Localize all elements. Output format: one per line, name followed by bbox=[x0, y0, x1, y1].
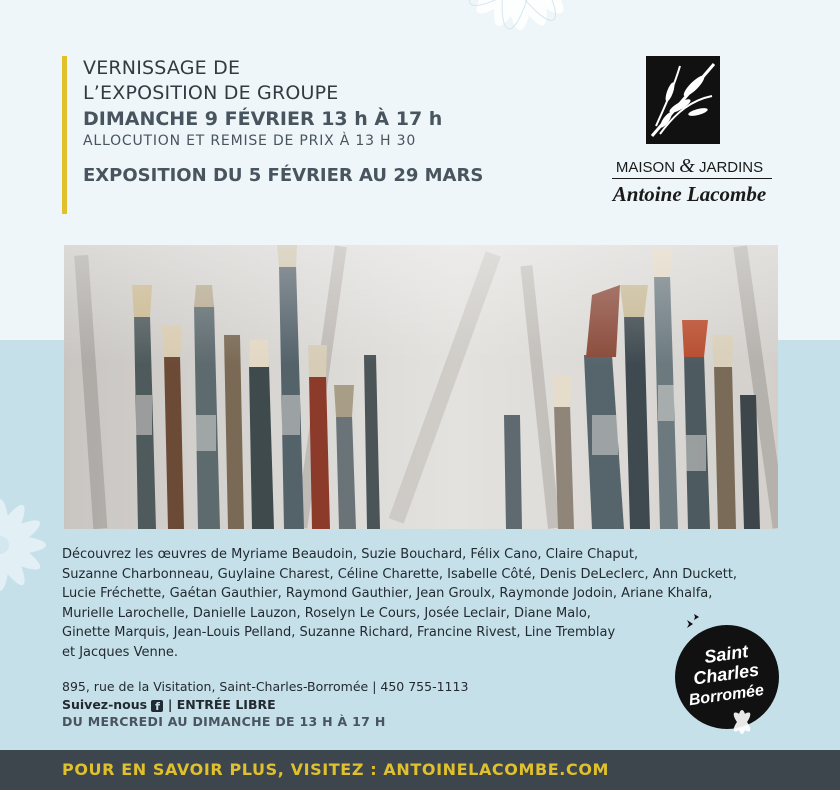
website-link[interactable]: POUR EN SAVOIR PLUS, VISITEZ : ANTOINELACOMBE.COM bbox=[62, 760, 610, 779]
practical-info bbox=[62, 678, 662, 731]
paint-brushes-photo bbox=[64, 245, 778, 529]
logo-name-left: MAISON bbox=[615, 159, 676, 176]
artist-line: Suzanne Charbonneau, Guylaine Charest, Céline Charette, Isabelle Côté, Denis DeLeclerc, Ann Duckett, bbox=[62, 566, 738, 582]
logo-divider bbox=[612, 178, 772, 179]
footer-bar bbox=[0, 750, 840, 790]
entry-label: | ENTRÉE LIBRE bbox=[167, 696, 276, 712]
header-line-1: VERNISSAGE DE bbox=[83, 57, 241, 79]
exhibition-period: EXPOSITION DU 5 FÉVRIER AU 29 MARS bbox=[83, 165, 484, 186]
artist-line: Lucie Fréchette, Gaétan Gauthier, Raymond Gauthier, Jean Groulx, Raymonde Jodoin, Ariane Khalfa, bbox=[62, 586, 713, 602]
artist-line: Découvrez les œuvres de Myriame Beaudoin, Suzie Bouchard, Félix Cano, Claire Chaput, bbox=[62, 547, 639, 562]
event-header bbox=[62, 56, 582, 214]
follow-label: Suivez-nous bbox=[62, 696, 148, 712]
logo-owner: Antoine Lacombe bbox=[612, 182, 767, 206]
badge-line-3: Borromée bbox=[687, 681, 765, 710]
maison-jardins-logo bbox=[602, 56, 777, 206]
speech-time: ALLOCUTION ET REMISE DE PRIX À 13 H 30 bbox=[83, 133, 417, 149]
artist-line: Murielle Larochelle, Danielle Lauzon, Roselyn Le Cours, Josée Leclair, Diane Malo, bbox=[62, 605, 591, 621]
artist-line: Ginette Marquis, Jean-Louis Pelland, Suzanne Richard, Francine Rivest, Line Tremblay bbox=[62, 625, 616, 641]
brushes-illustration bbox=[64, 245, 778, 529]
badge-line-1: Saint bbox=[702, 641, 750, 668]
facebook-icon[interactable]: f bbox=[151, 700, 163, 712]
opening-hours: DU MERCREDI AU DIMANCHE DE 13 H À 17 H bbox=[62, 714, 386, 729]
leaf-logo-icon bbox=[646, 56, 720, 144]
artist-line: et Jacques Venne. bbox=[62, 644, 179, 660]
logo-ampersand: & bbox=[679, 155, 695, 177]
address: 895, rue de la Visitation, Saint-Charles-Borromée | 450 755-1113 bbox=[62, 679, 469, 694]
logo-name bbox=[602, 155, 777, 178]
header-line-2: L’EXPOSITION DE GROUPE bbox=[83, 82, 339, 104]
follow-line bbox=[62, 696, 662, 714]
logo-name-right: JARDINS bbox=[698, 159, 764, 176]
event-date: DIMANCHE 9 FÉVRIER 13 h À 17 h bbox=[83, 108, 443, 130]
saint-charles-borromee-logo bbox=[672, 614, 782, 734]
badge-line-2: Charles bbox=[692, 659, 761, 689]
